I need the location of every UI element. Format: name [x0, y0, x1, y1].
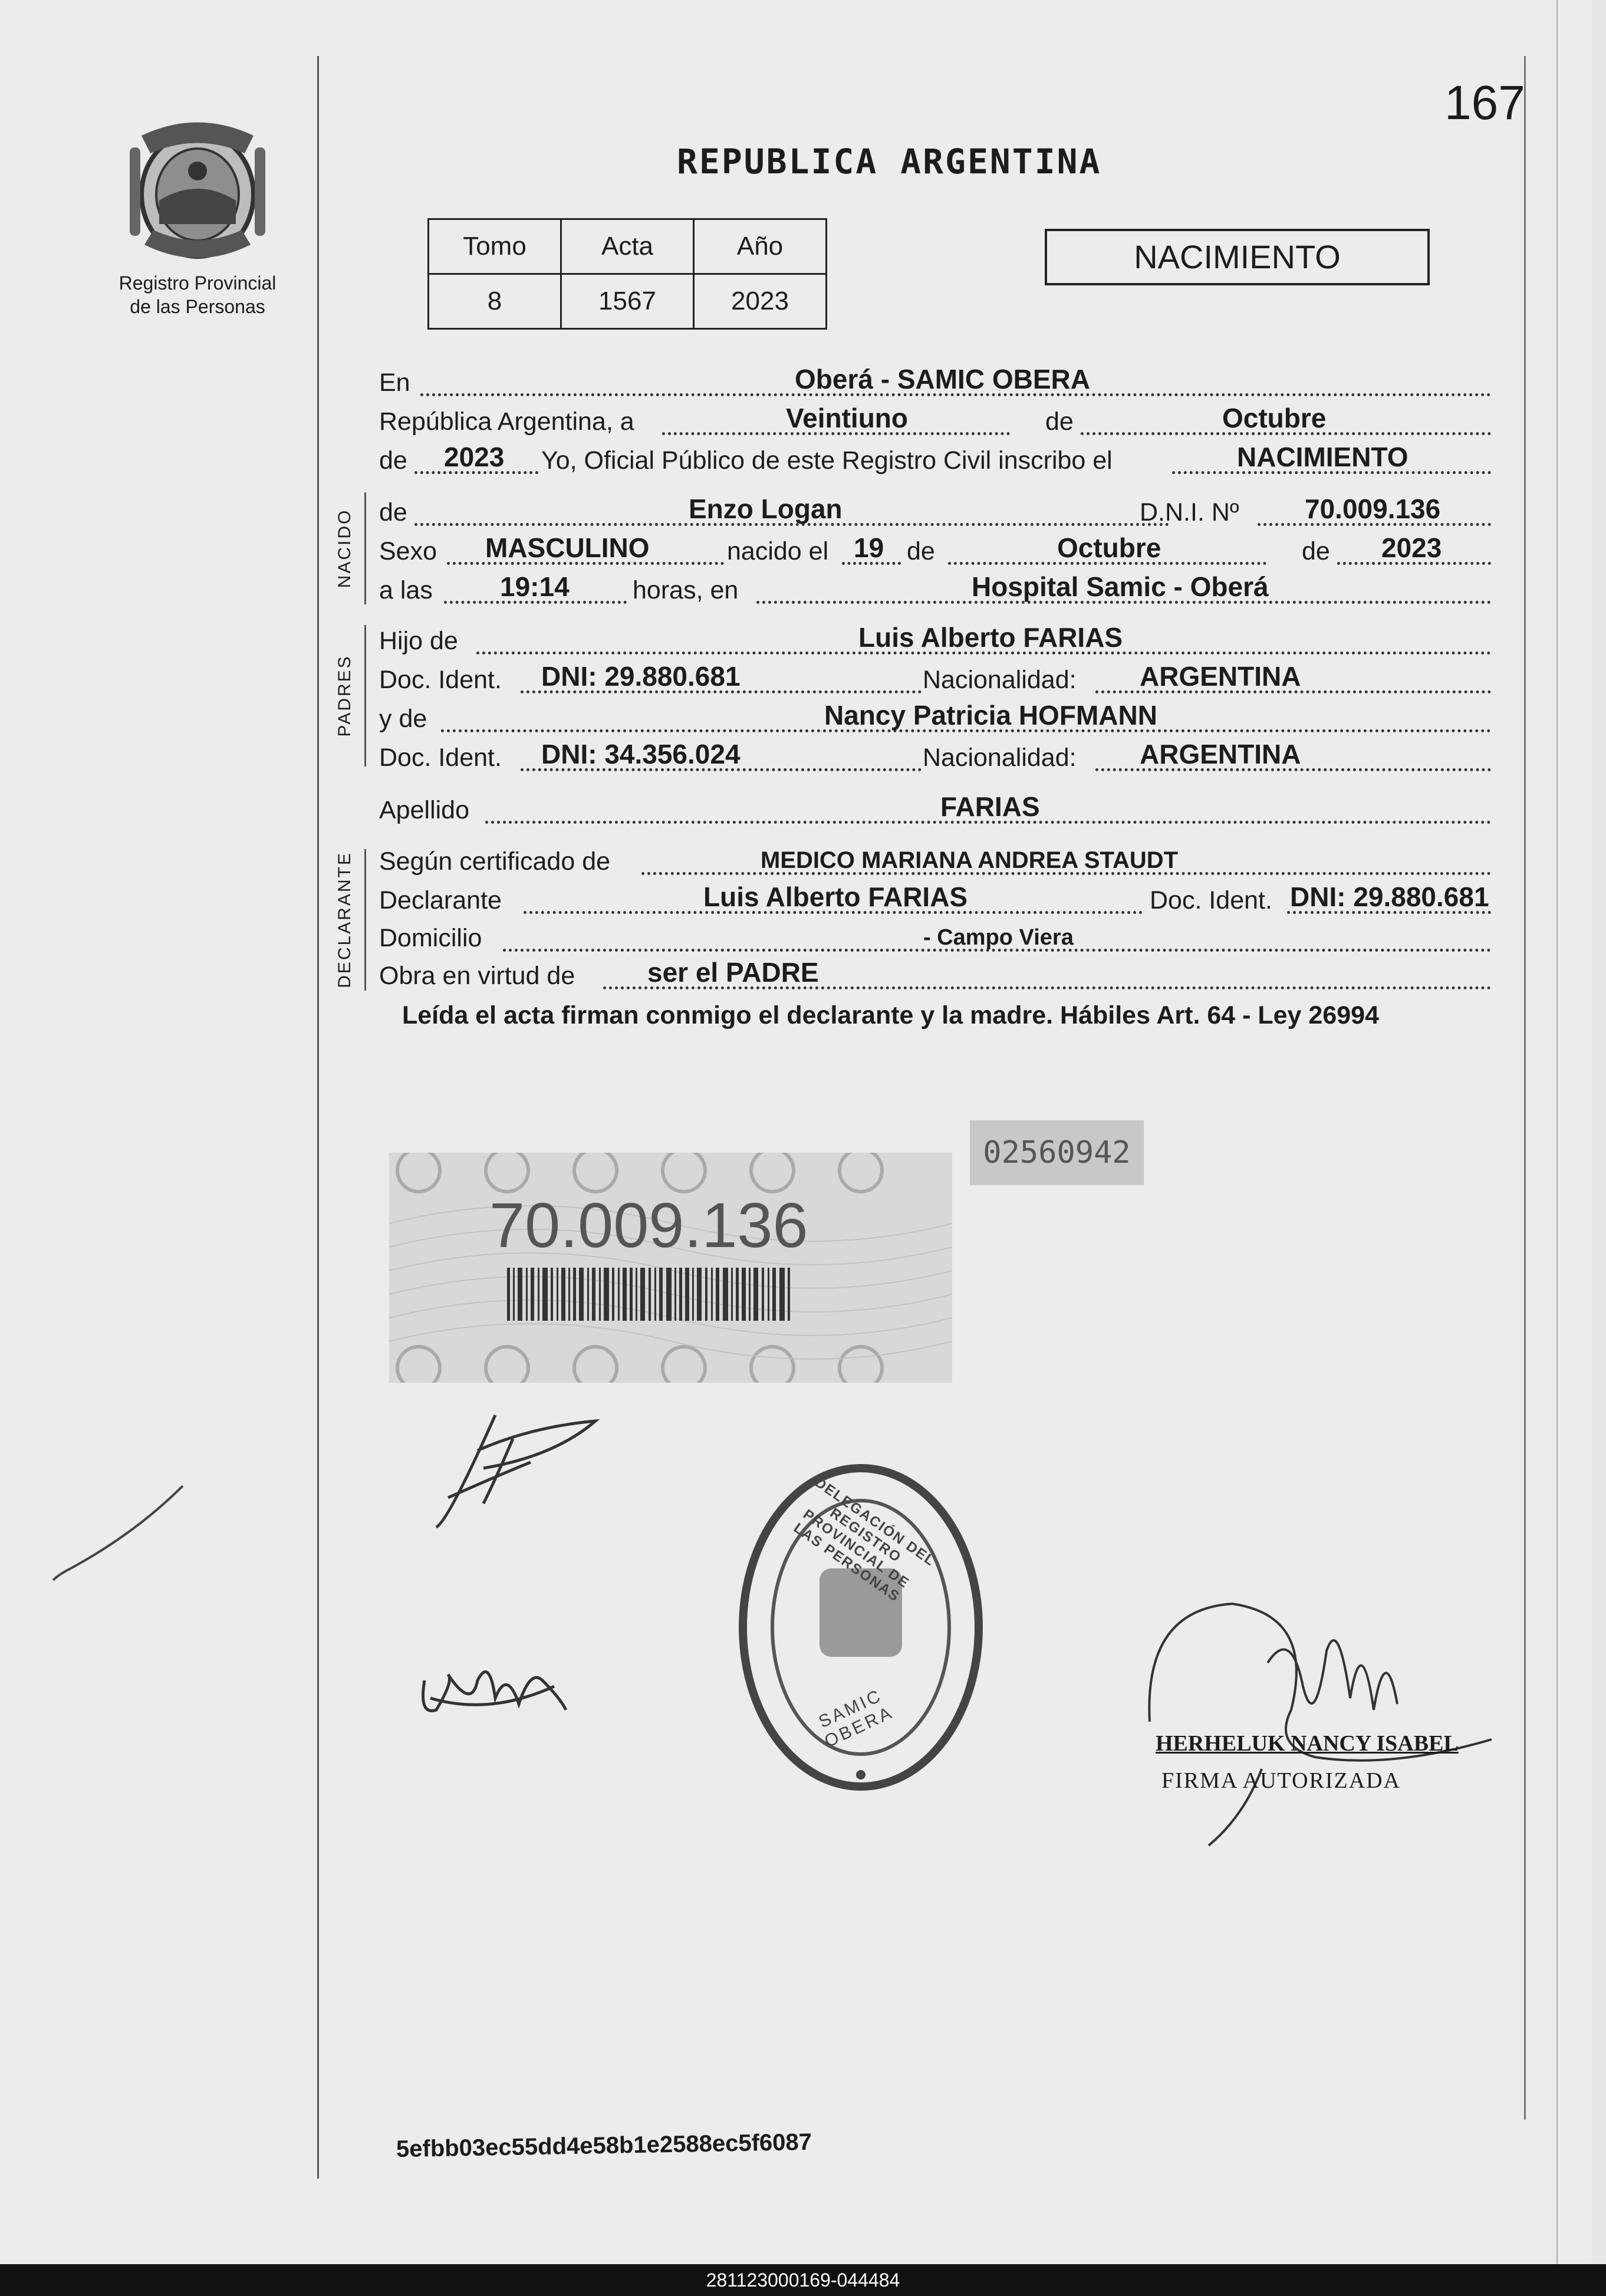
form-line-father-doc: [379, 663, 1491, 698]
en-label: En: [379, 369, 410, 397]
de2-label: de: [379, 446, 407, 475]
stamp-ring-text: DELEGACIÓN DEL REGISTRO PROVINCIAL DE LAS PERSONAS: [791, 1474, 939, 1606]
de5-label: de: [1302, 537, 1330, 565]
form-line-date: [379, 404, 1491, 440]
form-line-mother: [379, 702, 1491, 737]
child-name-value: Enzo Logan: [689, 494, 843, 524]
father-nationality-label: Nacionalidad:: [923, 666, 1077, 694]
horas-label: horas, en: [633, 576, 739, 604]
time-value: 19:14: [500, 571, 570, 602]
en-value: Oberá - SAMIC OBERA: [795, 364, 1090, 394]
mother-nationality-value: ARGENTINA: [1140, 739, 1301, 769]
declarante-doc-value: DNI: 29.880.681: [1290, 881, 1489, 912]
inscribe-value: NACIMIENTO: [1237, 442, 1408, 472]
mother-nationality-label: Nacionalidad:: [923, 744, 1077, 772]
document-title: REPUBLICA ARGENTINA: [677, 142, 1102, 182]
alas-label: a las: [379, 576, 433, 604]
form-line-en: [379, 366, 1491, 401]
de4-label: de: [907, 537, 935, 565]
father-name-value: Luis Alberto FARIAS: [858, 622, 1123, 653]
registry-header-acta: Acta: [561, 219, 694, 274]
registry-value-anio: 2023: [694, 274, 827, 329]
record-type-box: NACIMIENTO: [1045, 229, 1430, 285]
dni-sticker: [389, 1153, 952, 1383]
right-margin-line: [1524, 56, 1526, 2120]
apellido-value: FARIAS: [940, 791, 1040, 822]
form-line-father: [379, 624, 1491, 659]
sexo-value: MASCULINO: [485, 532, 650, 563]
father-nationality-value: ARGENTINA: [1140, 661, 1301, 692]
left-margin-line: [317, 56, 319, 2179]
registry-header-tomo: Tomo: [429, 219, 561, 274]
serial-sticker: 02560942: [970, 1120, 1144, 1185]
birth-month-value: Octubre: [1057, 532, 1161, 563]
institution-line-1: Registro Provincial: [119, 272, 277, 294]
declarante-doc-label: Doc. Ident.: [1150, 886, 1272, 915]
form-line-mother-doc: [379, 741, 1491, 776]
declarante-label-vertical: DECLARANTE: [335, 851, 354, 988]
form-line-sexo: [379, 534, 1491, 570]
padres-section-label: [324, 625, 371, 767]
apellido-label: Apellido: [379, 796, 469, 824]
oficial-label: Yo, Oficial Público de este Registro Civil inscribo el: [541, 446, 1113, 475]
official-signature-icon: [1138, 1592, 1503, 1851]
provincia-misiones-seal-icon: [118, 112, 277, 271]
obra-value: ser el PADRE: [647, 957, 819, 988]
domicilio-label: Domicilio: [379, 924, 482, 952]
document-hash: 5efbb03ec55dd4e58b1e2588ec5f6087: [396, 2129, 812, 2163]
form-line-hora: [379, 573, 1491, 608]
domicilio-value: - Campo Viera: [923, 925, 1074, 950]
mother-doc-label: Doc. Ident.: [379, 744, 502, 772]
day-value: Veintiuno: [786, 403, 908, 433]
certificate-value: MEDICO MARIANA ANDREA STAUDT: [761, 847, 1179, 873]
declarante-label: Declarante: [379, 886, 502, 915]
nacido-section-label: [324, 492, 371, 604]
registry-value-acta: 1567: [561, 274, 694, 329]
authorized-signer-name: HERHELUK NANCY ISABEL: [1156, 1731, 1459, 1756]
registry-table: [427, 218, 827, 330]
nacido-label: NACIDO: [335, 508, 354, 588]
sticker-number: 70.009.136: [489, 1189, 808, 1261]
dni-label: D.N.I. Nº: [1140, 498, 1239, 527]
year-value: 2023: [444, 442, 505, 472]
mother-name-value: Nancy Patricia HOFMANN: [824, 700, 1157, 731]
page-number: 167: [1444, 76, 1525, 130]
father-doc-value: DNI: 29.880.681: [541, 661, 741, 692]
footer-id-bar: 281123000169-044484: [0, 2264, 1606, 2296]
form-line-year: [379, 443, 1491, 479]
form-line-declarante: [379, 883, 1491, 919]
mother-signature-icon: [401, 1645, 578, 1728]
birth-day-value: 19: [854, 532, 884, 563]
page-edge: [1556, 0, 1558, 2264]
hijo-de-label: Hijo de: [379, 627, 458, 655]
republica-label: República Argentina, a: [379, 407, 634, 436]
declarante-section-label: [324, 849, 371, 991]
nacido-el-label: nacido el: [727, 537, 829, 565]
institution-caption: [85, 271, 310, 318]
form-line-name: [379, 495, 1491, 531]
de-label: de: [1045, 407, 1074, 436]
y-de-label: y de: [379, 705, 427, 733]
form-line-apellido: [379, 793, 1491, 828]
declarant-signature-icon: [413, 1403, 601, 1545]
birth-year-value: 2023: [1381, 532, 1442, 563]
registry-header-anio: Año: [694, 219, 827, 274]
place-value: Hospital Samic - Oberá: [972, 571, 1269, 602]
form-line-certificado: [379, 844, 1491, 880]
father-doc-label: Doc. Ident.: [379, 666, 502, 694]
legal-note: Leída el acta firman conmigo el declarante y la madre. Hábiles Art. 64 - Ley 26994: [402, 1001, 1379, 1029]
obra-label: Obra en virtud de: [379, 962, 575, 990]
month-value: Octubre: [1222, 403, 1327, 433]
sexo-label: Sexo: [379, 537, 437, 565]
form-line-obra: [379, 959, 1491, 994]
pen-stroke-mark-icon: [47, 1480, 189, 1586]
mother-doc-value: DNI: 34.356.024: [541, 739, 741, 769]
authorized-signer-title: FIRMA AUTORIZADA: [1161, 1768, 1401, 1793]
stamp-inner-text: SAMIC OBERA: [815, 1685, 897, 1752]
dni-value: 70.009.136: [1305, 494, 1441, 524]
segun-label: Según certificado de: [379, 847, 611, 876]
institution-line-2: de las Personas: [130, 296, 265, 317]
padres-label: PADRES: [335, 654, 354, 737]
barcode-icon: [507, 1268, 790, 1321]
form-line-domicilio: [379, 921, 1491, 956]
de3-label: de: [379, 498, 407, 527]
registry-value-tomo: 8: [429, 274, 561, 329]
declarante-value: Luis Alberto FARIAS: [703, 881, 968, 912]
